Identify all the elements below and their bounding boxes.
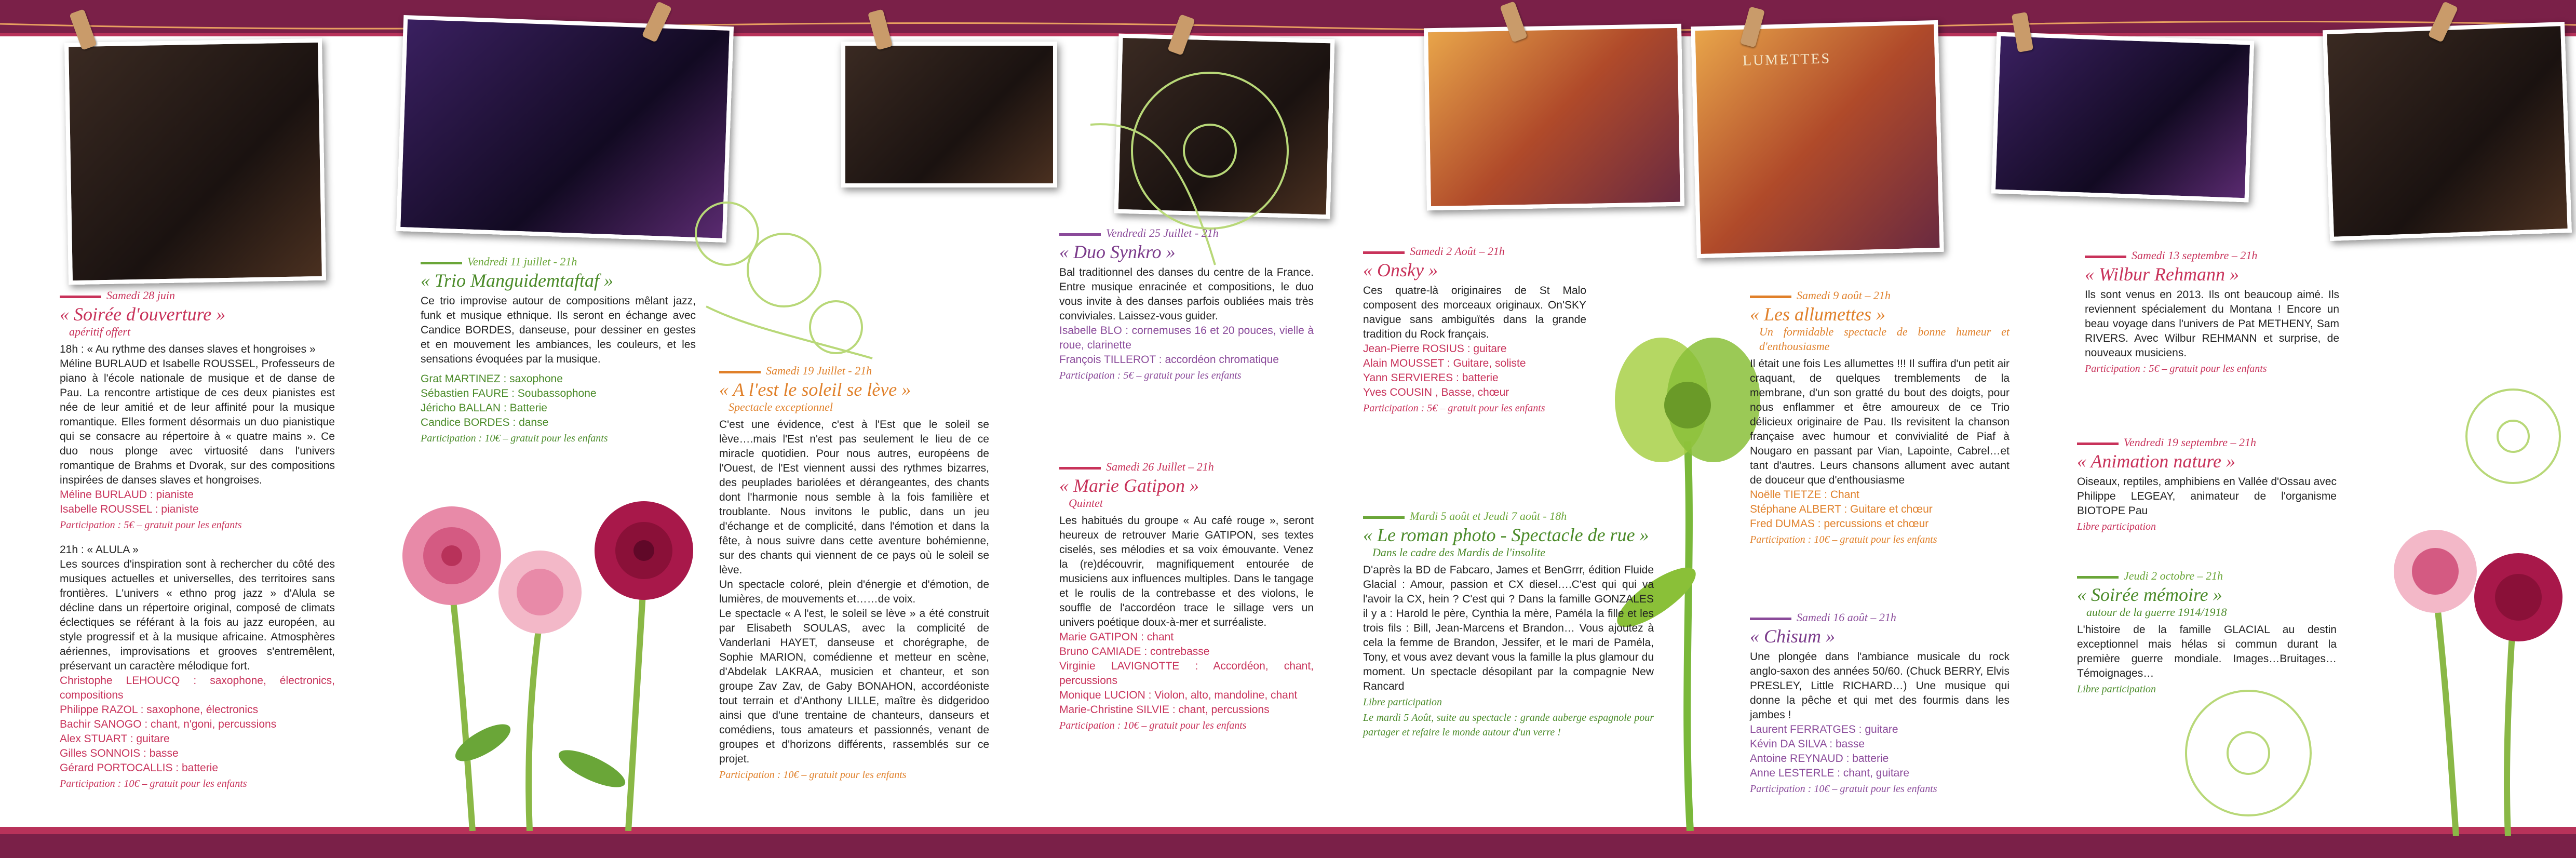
cast-line: Fred DUMAS : percussions et chœur — [1750, 518, 1929, 530]
event-subtitle: autour de la guerre 1914/1918 — [2086, 606, 2227, 619]
line-flower-illustration — [665, 192, 883, 369]
event-participation: Participation : 5€ – gratuit pour les enfants — [1059, 370, 1242, 381]
event-date: Samedi 13 septembre – 21h — [2132, 248, 2339, 263]
event-description: Il était une fois Les allumettes !!! Il suffira d'un petit air craquant, de quelques tremblements de la membrane, d'un son gratté du bout des doigts, pour nous enflammer et être amoureux de ce Trio délicieux originaire de Pau. Ils revisitent la chanson française avec humour et convivialité de Piaf à Nougaro en passant par Vian, Lapointe, Cabrel…et tant d'autres. Leurs chansons allument avec autant de douceur que d'enthousiasme — [1750, 358, 2009, 486]
cast-line: Isabelle ROUSSEL : pianiste — [60, 503, 199, 515]
event-description: Une plongée dans l'ambiance musicale du rock anglo-saxon des années 50/60. (Chuck BERRY, Elvis PRESLEY, Little RICHARD…) Une musique qui donne la pêche et qui met des fourmis dans les jambes ! — [1750, 651, 2009, 721]
dahlia-flowers-illustration — [395, 499, 727, 831]
cast-line: Virginie LAVIGNOTTE : Accordéon, chant, percussions — [1059, 660, 1314, 687]
event-subtitle: Spectacle exceptionnel — [729, 400, 833, 413]
cast-line: François TILLEROT : accordéon chromatique — [1059, 354, 1279, 366]
photo-onsky — [1424, 24, 1684, 211]
event-description: C'est une évidence, c'est à l'Est que le soleil se lève….mais l'Est n'est pas seulement le lieu de ce miracle quotidien. Pour nous autres, européens de l'Ouest, de l'Est viennent aussi des rythmes bizarres, des peuplades bariolées et dérangeantes, des chants dont l'harmonie nous semble à la fois familière et troublante. Nous invitons le public, dans un jeu d'échange et de complicité, dans l'émotion et dans la fête, à nous suivre dans cette aventure bohémienne, sur des chants qui viennent de ce pays où le soleil se lève. — [719, 419, 989, 576]
event-title: « Soirée mémoire » — [2077, 584, 2222, 605]
event-wilbur-rehmann — [2085, 248, 2339, 376]
photo-alula — [64, 38, 326, 285]
bottom-band — [0, 834, 2576, 858]
event-description: Les sources d'inspiration sont à rechercher du côté des musiques actuelles et universelles, des territoires sans frontières. L'univers « ethno prog jazz » d'Alula se décline dans un répertoire original, composé de climats éclectiques se référant à la fois au jazz européen, au style progressif et à la musique africaine. Atmosphères aériennes, improvisations et grooves s'entremêlent, préservant un caractère mélodique fort. — [60, 558, 335, 672]
cast-line: Alain MOUSSET : Guitare, soliste — [1363, 357, 1526, 369]
photo-a-l-est — [841, 42, 1057, 187]
event-participation: Participation : 10€ – gratuit pour les enfants — [1059, 720, 1247, 731]
event-intro: 21h : « ALULA » — [60, 544, 139, 556]
event-subtitle: Quintet — [1069, 497, 1103, 510]
event-date: Jeudi 2 octobre – 21h — [2124, 569, 2337, 583]
cast-line: Grat MARTINEZ : saxophone — [421, 373, 563, 385]
event-date: Vendredi 19 septembre – 21h — [2124, 435, 2337, 450]
cast-line: Marie GATIPON : chant — [1059, 631, 1174, 643]
cast-line: Yves COUSIN , Basse, chœur — [1363, 386, 1509, 398]
event-chisum — [1750, 610, 2009, 796]
cast-line: Gérard PORTOCALLIS : batterie — [60, 762, 219, 774]
event-title: « Chisum » — [1750, 626, 1836, 647]
event-allumettes — [1750, 288, 2009, 547]
event-description: Ce trio improvise autour de compositions mêlant jazz, funk et musique ethnique. Ils seront en échange avec Candice BORDES, danseuse, pour dessiner en gestes et en mouvement les ambiances, les couleurs, et les sensations évoquées par la musique. — [421, 295, 696, 365]
event-description: Ces quatre-là originaires de St Malo composent des morceaux originaux. On'SKY navigue sans ambiguïtés dans la grande tradition du Rock français. — [1363, 285, 1586, 340]
cast-line: Stéphane ALBERT : Guitare et chœur — [1750, 503, 1933, 515]
event-participation: Participation : 10€ – gratuit pour les enfants — [60, 778, 247, 789]
cast-line: Antoine REYNAUD : batterie — [1750, 753, 1889, 765]
photo-chisum — [1991, 32, 2255, 202]
event-date: Samedi 28 juin — [106, 288, 335, 303]
event-title: « A l'est le soleil se lève » — [719, 379, 911, 400]
cast-line: Monique LUCION : Violon, alto, mandoline, chant — [1059, 689, 1298, 701]
event-date: Samedi 16 août – 21h — [1797, 610, 2009, 625]
event-title: « Soirée d'ouverture » — [60, 304, 226, 325]
event-description: Bal traditionnel des danses du centre de la France. Entre musique enracinée et compositions, le duo vous invite à des danses parfois oubliées mais très conviviales. Laissez-vous guider. — [1059, 266, 1314, 322]
cast-line: Kévin DA SILVA : basse — [1750, 738, 1865, 750]
event-onsky — [1363, 244, 1586, 415]
event-title: « Onsky » — [1363, 260, 1438, 280]
cast-line: Jéricho BALLAN : Batterie — [421, 402, 547, 414]
cast-line: Alex STUART : guitare — [60, 733, 170, 745]
event-description: Le spectacle « A l'est, le soleil se lève » a été construit par Elisabeth SOULAS, avec la complicité de Vanderlani HAYET, danseuse et chorégraphe, de Sophie MARION, comédienne et metteur en scène, d'Abdelak LAKRAA, musicien et chanteur, et son groupe Zav Zav, de Gaby BONAHON, accordéoniste tout terrain et d'Anthony LILLE, maître ès didgeridoo ainsi que d'une trentaine de chanteurs, danseurs et comédiens, tous amateurs et passionnés, venant de groupes et d'horizons différents, rassemblés sur ce projet. — [719, 608, 989, 765]
event-date: Samedi 19 Juillet - 21h — [766, 364, 989, 378]
event-subtitle: apéritif offert — [69, 325, 130, 338]
event-date: Vendredi 25 Juillet - 21h — [1106, 226, 1314, 240]
event-soiree-memoire — [2077, 569, 2337, 696]
event-date: Samedi 9 août – 21h — [1797, 288, 2009, 303]
cast-line: Noëlle TIETZE : Chant — [1750, 489, 1859, 501]
event-participation: Participation : 5€ – gratuit pour les enfants — [2085, 363, 2267, 374]
photo-allumettes — [1691, 20, 1944, 258]
event-participation: Participation : 10€ – gratuit pour les enfants — [1750, 534, 1937, 545]
event-ouverture — [60, 288, 335, 791]
event-participation: Libre participation — [1363, 696, 1442, 708]
event-description: Les habitués du groupe « Au café rouge », seront heureux de retrouver Marie GATIPON, ses textes ciselés, ses mélodies et sa voix émouvante. Venez la (re)découvrir, magnifiquement entourée de musiciens aux influences multiples. Dans le tangage et le roulis de la contrebasse et des violons, le souffle de l'accordéon trace le sillage vers un univers poétique doux-à-mer et surréaliste. — [1059, 515, 1314, 628]
event-participation: Participation : 5€ – gratuit pour les enfants — [60, 519, 242, 531]
event-participation: Participation : 10€ – gratuit pour les enfants — [719, 769, 907, 781]
event-title: « Les allumettes » — [1750, 304, 1885, 325]
event-description: Ils sont venus en 2013. Ils ont beaucoup aimé. Ils reviennent spécialement du Montana ! Encore un beau voyage dans l'univers de Pat METHENY, Sam RIVERS. Avec Wilbur REHMANN et surprise, de nouveaux musiciens. — [2085, 289, 2339, 359]
event-title: « Marie Gatipon » — [1059, 475, 1199, 496]
cast-line: Gilles SONNOIS : basse — [60, 747, 179, 759]
event-participation: Participation : 10€ – gratuit pour les enfants — [421, 433, 608, 444]
event-title: « Duo Synkro » — [1059, 242, 1176, 262]
line-flower-illustration — [2170, 675, 2326, 831]
clothesline-rope — [0, 21, 2576, 34]
cast-line: Laurent FERRATGES : guitare — [1750, 723, 1898, 735]
event-note: Le mardi 5 Août, suite au spectacle : grande auberge espagnole pour partager et refaire le monde autour d'un verre ! — [1363, 712, 1654, 738]
cast-line: Marie-Christine SILVIE : chant, percussions — [1059, 704, 1270, 716]
line-flower-illustration — [2456, 374, 2570, 509]
event-date: Samedi 26 Juillet – 21h — [1106, 460, 1314, 474]
event-description: Méline BURLAUD et Isabelle ROUSSEL, Professeurs de piano à l'école nationale de musique et de danse de Pau. La rencontre artistique de ces deux pianistes est née de leur amitié et de leur affinité pour la musique romantique. Elles forment désormais un duo pianistique qui se consacre au répertoire à « quatre mains ». Ce duo nous plonge avec virtuosité dans l'univers romantique de Brahms et Dvorak, sur des compositions inspirées de danses slaves et hongroises. — [60, 358, 335, 486]
cast-line: Méline BURLAUD : pianiste — [60, 489, 194, 501]
photo-wilbur-rehmann — [2323, 22, 2572, 241]
event-description: Oiseaux, reptiles, amphibiens en Vallée d'Ossau avec Philippe LEGEAY, animateur de l'organisme BIOTOPE Pau — [2077, 476, 2337, 517]
cast-line: Jean-Pierre ROSIUS : guitare — [1363, 343, 1507, 355]
event-intro: 18h : « Au rythme des danses slaves et hongroises » — [60, 343, 316, 355]
event-a-l-est — [719, 364, 989, 782]
event-participation: Participation : 10€ – gratuit pour les enfants — [1750, 783, 1937, 795]
photo-sign-text: LUMETTES — [1742, 50, 1831, 69]
event-date: Vendredi 11 juillet - 21h — [467, 254, 696, 269]
event-date: Samedi 2 Août – 21h — [1410, 244, 1586, 259]
event-participation: Libre participation — [2077, 683, 2156, 695]
cast-line: Yann SERVIERES : batterie — [1363, 372, 1499, 384]
event-date: Mardi 5 août et Jeudi 7 août - 18h — [1410, 509, 1654, 524]
dahlia-flowers-illustration-right — [2389, 525, 2565, 836]
event-title: « Animation nature » — [2077, 451, 2235, 472]
cast-line: Anne LESTERLE : chant, guitare — [1750, 767, 1910, 779]
cast-line: Bruno CAMIADE : contrebasse — [1059, 646, 1210, 658]
event-participation: Libre participation — [2077, 521, 2156, 532]
cast-line: Philippe RAZOL : saxophone, électronics — [60, 704, 259, 716]
event-subtitle: Un formidable spectacle de bonne humeur et d'enthousiasme — [1759, 325, 2009, 353]
event-marie-gatipon — [1059, 460, 1314, 733]
cast-line: Candice BORDES : danse — [421, 417, 549, 428]
cast-line: Isabelle BLO : cornemuses 16 et 20 pouces, vielle à roue, clarinette — [1059, 325, 1314, 351]
event-trio — [421, 254, 696, 446]
cast-line: Christophe LEHOUCQ : saxophone, électronics, compositions — [60, 675, 335, 701]
cast-line: Sébastien FAURE : Soubassophone — [421, 387, 597, 399]
event-description: L'histoire de la famille GLACIAL au destin exceptionnel mais hélas si commun durant la première guerre mondiale. Images…Bruitages…Témoignages… — [2077, 624, 2337, 679]
event-subtitle: Dans le cadre des Mardis de l'insolite — [1372, 546, 1546, 559]
cast-line: Bachir SANOGO : chant, n'goni, percussions — [60, 718, 277, 730]
event-roman-photo — [1363, 509, 1654, 740]
event-title: « Le roman photo - Spectacle de rue » — [1363, 525, 1649, 545]
event-description: D'après la BD de Fabcaro, James et BenGrrr, édition Fluide Glacial : Amour, passion et CX diesel….C'est qui qui va l'avoir la CX, hein ? C'est qui ? Dans la famille GONZALES il y a : Harold le père, Cynthia la mère, Paméla la fille et les trois fils : Bill, Jean-Marcens et Brandon… Vous ajoutez à cela la femme de Brandon, Jessifer, et le mari de Paméla, Tony, et vous avez devant vous la famille la plus glamour du moment. Un spectacle désopilant par la compagnie New Rancard — [1363, 564, 1654, 692]
event-participation: Participation : 5€ – gratuit pour les enfants — [1363, 403, 1545, 414]
event-description: Un spectacle coloré, plein d'énergie et d'émotion, de lumières, de mouvements et……de voix. — [719, 579, 989, 605]
event-title: « Wilbur Rehmann » — [2085, 264, 2239, 285]
event-animation-nature — [2077, 435, 2337, 534]
event-duo-synkro — [1059, 226, 1314, 383]
event-title: « Trio Manguidemtaftaf » — [421, 270, 614, 291]
